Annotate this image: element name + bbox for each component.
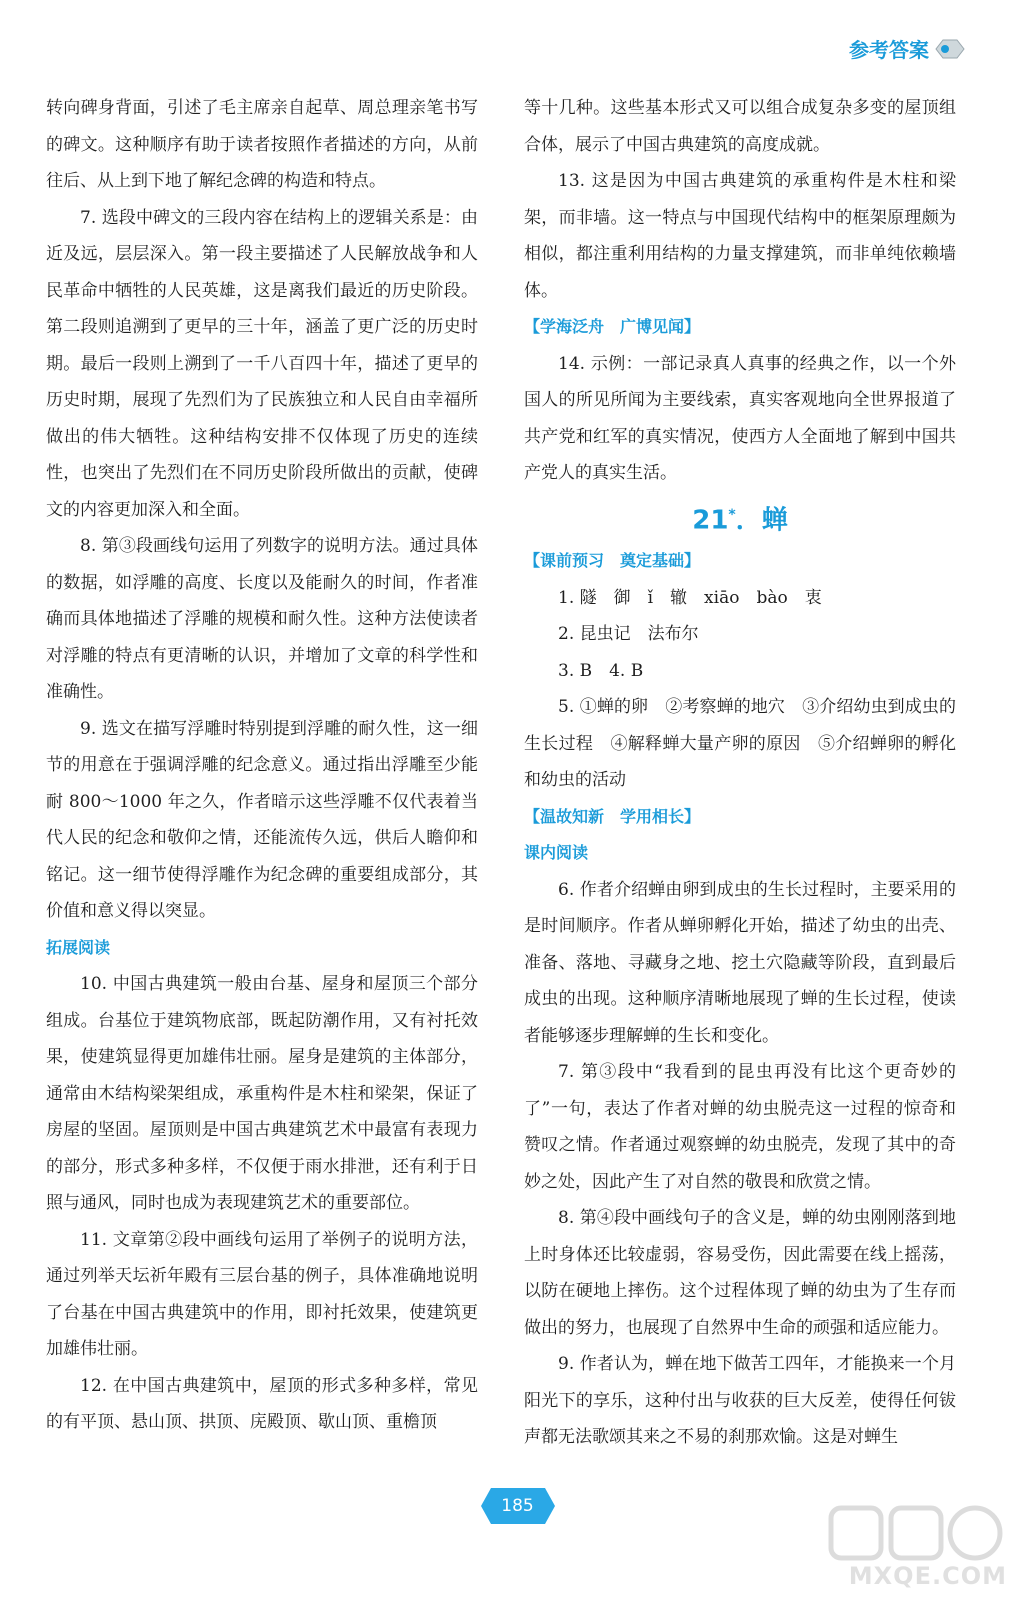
answer-paragraph: 9. 作者认为，蝉在地下做苦工四年，才能换来一个月阳光下的享乐，这种付出与收获的巨大反差，使得任何钹声都无法歌颂其来之不易的刹那欢愉。这是对蝉生	[524, 1354, 956, 1448]
lesson-star: *	[728, 506, 736, 523]
answer-paragraph: 5. ①蝉的卵 ②考察蝉的地穴 ③介绍幼虫到成虫的生长过程 ④解释蝉大量产卵的原因 ⑤介绍蝉卵的孵化和幼虫的活动	[524, 697, 956, 791]
lesson-name: ．蝉	[735, 505, 788, 536]
page-number-badge	[481, 1488, 555, 1524]
answer-paragraph: 7. 选段中碑文的三段内容在结构上的逻辑关系是：由近及远，层层深入。第一段主要描述了人民解放战争和人民革命中牺牲的人民英雄，这是离我们最近的历史阶段。第二段则追溯到了更早的三十年，涵盖了更广泛的历史时期。最后一段则上溯到了一千八百四十年，描述了更早的历史时期，展现了先烈们为了民族独立和人民自由幸福所做出的伟大牺牲。这种结构安排不仅体现了历史的连续性，也突出了先烈们在不同历史阶段所做出的贡献，使碑文的内容更加深入和全面。	[46, 207, 478, 520]
section-heading: 【学海泛舟 广博见闻】	[524, 317, 701, 336]
watermark-logo	[827, 1504, 1007, 1594]
answer-paragraph: 转向碑身背面，引述了毛主席亲自起草、周总理亲笔书写的碑文。这种顺序有助于读者按照作者描述的方向，从前往后、从上到下地了解纪念碑的构造和特点。	[46, 98, 478, 191]
answer-paragraph: 3. B 4. B	[558, 660, 644, 681]
left-column	[46, 90, 478, 1441]
section-heading: 【课前预习 奠定基础】	[524, 551, 701, 571]
answer-paragraph: 6. 作者介绍蝉由卵到成虫的生长过程时，主要采用的是时间顺序。作者从蝉卵孵化开始，描述了幼虫的出壳、准备、落地、寻藏身之地、挖土穴隐藏等阶段，直到最后成虫的出现。这种顺序清晰地展现了蝉的生长过程，使读者能够逐步理解蝉的生长和变化。	[524, 879, 956, 1046]
subsection-heading: 拓展阅读	[46, 937, 111, 957]
lesson-number: 21	[692, 505, 729, 536]
answer-paragraph: 1. 隧 御 ǐ 辙 xiāo bào 衷	[558, 587, 822, 608]
answer-paragraph: 8. 第③段画线句运用了列数字的说明方法。通过具体的数据，如浮雕的高度、长度以及能耐久的时间，作者准确而具体地描述了浮雕的规模和耐久性。这种方法使读者对浮雕的特点有更清晰的认识，并增加了文章的科学性和准确性。	[46, 536, 478, 702]
answer-key-tag	[849, 34, 965, 63]
answer-paragraph: 11. 文章第②段中画线句运用了举例子的说明方法，通过列举天坛祈年殿有三层台基的例子，具体准确地说明了台基在中国古典建筑中的作用，即衬托效果，使建筑更加雄伟壮丽。	[46, 1229, 478, 1359]
answer-paragraph: 等十几种。这些基本形式又可以组合成复杂多变的屋顶组合体，展示了中国古典建筑的高度成就。	[524, 98, 956, 155]
answer-paragraph: 14. 示例：一部记录真人真事的经典之作，以一个外国人的所见所闻为主要线索，真实客观地向全世界报道了共产党和红军的真实情况，使西方人全面地了解到中国共产党人的真实生活。	[524, 353, 956, 483]
watermark-text: MXQE.COM	[848, 1562, 1007, 1590]
answer-key-label: 参考答案	[849, 38, 929, 62]
answer-paragraph: 10. 中国古典建筑一般由台基、屋身和屋顶三个部分组成。台基位于建筑物底部，既起防潮作用，又有衬托效果，使建筑显得更加雄伟壮丽。屋身是建筑的主体部分，通常由木结构梁架组成，承重构件是木柱和梁架，保证了房屋的坚固。屋顶则是中国古典建筑艺术中最富有表现力的部分，形式多种多样，不仅便于雨水排泄，还有利于日照与通风，同时也成为表现建筑艺术的重要部位。	[46, 974, 478, 1213]
answer-paragraph: 13. 这是因为中国古典建筑的承重构件是木柱和梁架，而非墙。这一特点与中国现代结构中的框架原理颇为相似，都注重利用结构的力量支撑建筑，而非单纯依赖墙体。	[524, 171, 956, 301]
subsection-heading: 课内阅读	[524, 843, 589, 863]
right-column	[524, 90, 956, 1456]
hexagon-icon	[935, 38, 965, 60]
answer-paragraph: 9. 选文在描写浮雕时特别提到浮雕的耐久性，这一细节的用意在于强调浮雕的纪念意义。通过指出浮雕至少能耐 800～1000 年之久，作者暗示这些浮雕不仅代表着当代人民的纪念和敬仰之情，还能流传久远，供后人瞻仰和铭记。这一细节使得浮雕作为纪念碑的重要组成部分，其价值和意义得以突显。	[46, 718, 478, 921]
page-number: 185	[501, 1496, 534, 1516]
lesson-title	[524, 492, 956, 544]
section-heading: 【温故知新 学用相长】	[524, 806, 701, 826]
answer-paragraph: 7. 第③段中“我看到的昆虫再没有比这个更奇妙的了”一句，表达了作者对蝉的幼虫脱壳这一过程的惊奇和赞叹之情。作者通过观察蝉的幼虫脱壳，发现了其中的奇妙之处，因此产生了对自然的敬畏和欣赏之情。	[524, 1062, 956, 1192]
answer-paragraph: 12. 在中国古典建筑中，屋顶的形式多种多样，常见的有平顶、悬山顶、拱顶、庑殿顶、歇山顶、重檐顶	[46, 1375, 478, 1432]
answer-paragraph: 8. 第④段中画线句子的含义是，蝉的幼虫刚刚落到地上时身体还比较虚弱，容易受伤，因此需要在线上摇荡，以防在硬地上摔伤。这个过程体现了蝉的幼虫为了生存而做出的努力，也展现了自然界中生命的顽强和适应能力。	[524, 1208, 956, 1338]
answer-paragraph: 2. 昆虫记 法布尔	[558, 624, 699, 645]
